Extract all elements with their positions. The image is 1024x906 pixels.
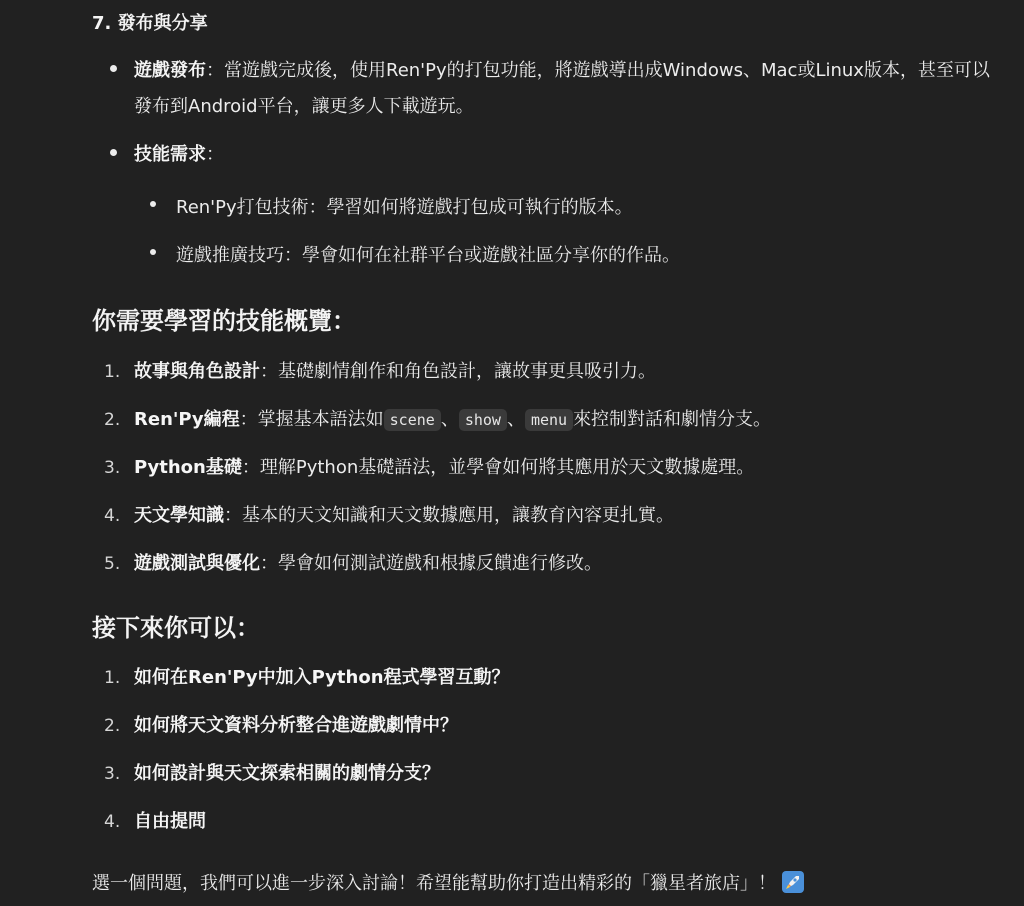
list-item-game-release — [92, 53, 1002, 125]
colon: ： — [206, 144, 224, 165]
closing-text: 選一個問題，我們可以進一步深入討論！希望能幫助你打造出精彩的「獵星者旅店」！ — [92, 873, 776, 894]
overview-list — [92, 354, 1002, 594]
overview-item — [92, 450, 1002, 498]
item-text: ：理解Python基礎語法，並學會如何將其應用於天文數據處理。 — [241, 457, 755, 478]
section-7-list — [92, 53, 1002, 125]
item-number: 2. — [104, 410, 121, 430]
next-question-item — [92, 804, 1002, 852]
rocket-icon-svg — [782, 871, 804, 893]
next-question-item — [92, 660, 1002, 708]
section-7 — [92, 8, 1002, 40]
question-text: 自由提問 — [134, 811, 206, 832]
item-number: 1. — [104, 362, 121, 382]
game-release-text: 當遊戲完成後，使用Ren'Py的打包功能，將遊戲導出成Windows、Mac或Linux版本，甚至可以發布到Android平台，讓更多人下載遊玩。 — [134, 60, 990, 117]
item-text: ：掌握基本語法如 — [239, 409, 384, 430]
next-question-item — [92, 708, 1002, 756]
item-number: 2. — [104, 716, 121, 736]
item-text: ：基本的天文知識和天文數據應用，讓教育內容更扎實。 — [224, 505, 674, 526]
rocket-icon — [782, 870, 804, 892]
skill-needs-list — [92, 137, 1002, 173]
question-text: 如何設計與天文探索相關的劇情分支？ — [134, 763, 440, 784]
overview-item — [92, 498, 1002, 546]
next-question-item — [92, 756, 1002, 804]
question-text: 如何將天文資料分析整合進遊戲劇情中？ — [134, 715, 458, 736]
colon: ： — [206, 60, 224, 81]
overview-heading: 你需要學習的技能概覽： — [92, 307, 356, 335]
next-questions-list — [92, 660, 1002, 852]
item-label: Python基礎 — [134, 457, 242, 478]
item-text: 來控制對話和劇情分支。 — [573, 409, 772, 430]
item-label: 故事與角色設計 — [134, 361, 260, 382]
overview-item — [92, 546, 1002, 594]
skill-needs-label: 技能需求 — [134, 144, 206, 165]
item-text: ：學會如何測試遊戲和根據反饋進行修改。 — [260, 553, 602, 574]
item-text: ：基礎劇情創作和角色設計，讓故事更具吸引力。 — [260, 361, 656, 382]
separator: 、 — [506, 409, 525, 430]
overview-item — [92, 402, 1002, 450]
item-number: 4. — [104, 506, 121, 526]
inline-code: scene — [384, 409, 441, 431]
separator: 、 — [440, 409, 459, 430]
skill-needs-sublist — [92, 190, 1002, 226]
item-number: 4. — [104, 812, 121, 832]
sublist-item: 遊戲推廣技巧：學會如何在社群平台或遊戲社區分享你的作品。 — [92, 238, 1002, 274]
item-number: 1. — [104, 668, 121, 688]
question-text: 如何在Ren'Py中加入Python程式學習互動？ — [134, 667, 510, 688]
item-number: 5. — [104, 554, 121, 574]
item-label: Ren'Py編程 — [134, 409, 240, 430]
closing-paragraph — [92, 866, 1002, 902]
next-heading: 接下來你可以： — [92, 614, 260, 642]
item-number: 3. — [104, 458, 121, 478]
overview-item — [92, 354, 1002, 402]
list-item-skill-needs — [92, 137, 1002, 173]
skill-needs-sublist-2 — [92, 238, 1002, 274]
inline-code: menu — [525, 409, 573, 431]
game-release-label: 遊戲發布 — [134, 60, 206, 81]
item-label: 遊戲測試與優化 — [134, 553, 260, 574]
section-7-heading: 7. 發布與分享 — [92, 13, 208, 34]
sublist-item: Ren'Py打包技術：學習如何將遊戲打包成可執行的版本。 — [92, 190, 1002, 226]
item-number: 3. — [104, 764, 121, 784]
inline-code: show — [459, 409, 507, 431]
item-label: 天文學知識 — [134, 505, 224, 526]
